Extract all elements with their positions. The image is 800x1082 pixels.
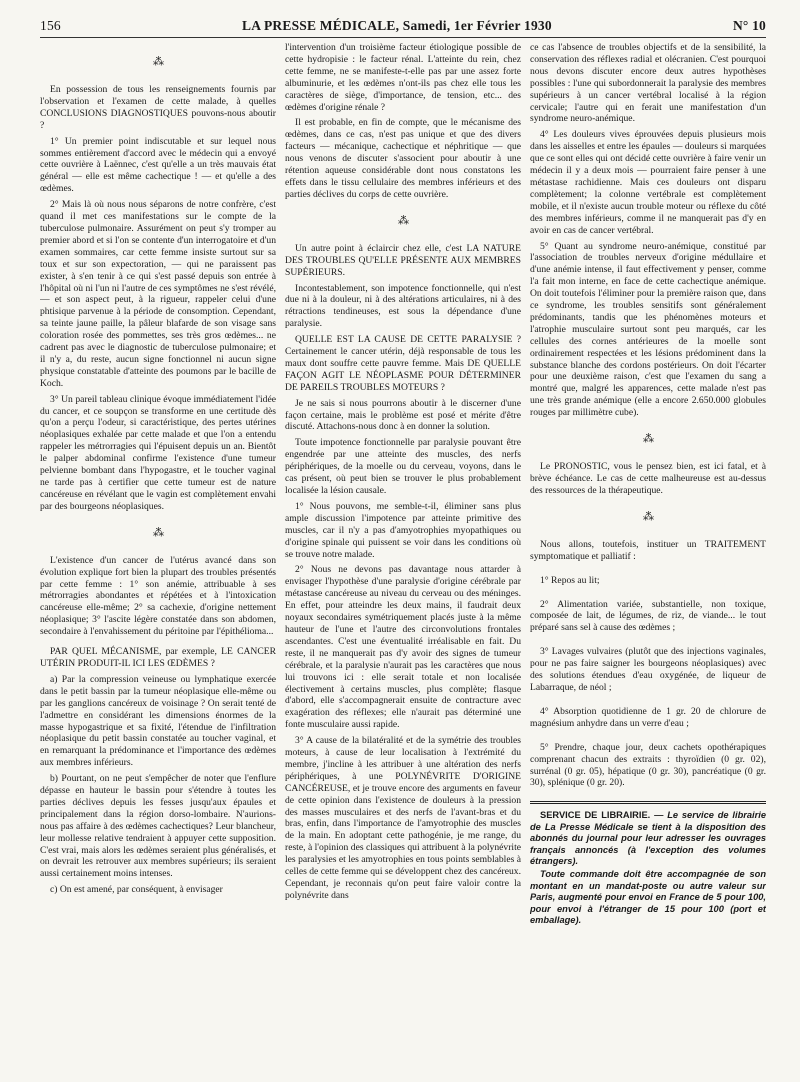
column-1 <box>40 42 276 1082</box>
paragraph: 2° Mais là où nous nous séparons de notre confrère, c'est quand il met ces manifestations sur le compte de la tuberculose pulmonaire. Assurément on peut s'y tromper au premier abord et si l'on se contente d'un interrogatoire et d'un examen sommaires, car cette femme insiste surtout sur sa toux et sur son expectoration, — qui ne paraissent pas exister, à s'en tenir à ce qui s'est passé depuis son entrée à l'hôpital où ni l'un ni l'autre de ces symptômes ne s'est révélé, — et son aspect peut, à la rigueur, rappeler celui d'une phtisique parvenue à la période de consomption. Cependant, sa teinte jaune paille, la pâleur blafarde de son visage sans coloration rosée des pommettes, ses très gros œdèmes... ne cadrent pas avec le diagnostic de tuberculose pulmonaire; et il n'y a, du reste, aucun signe fonctionnel ni aucun signe physique constatable d'atteinte des poumons par le bacille de Koch. <box>40 199 276 389</box>
paragraph: Toute impotence fonctionnelle par paralysie pouvant être engendrée par une atteinte des muscles, des nerfs périphériques, de la moelle ou du cerveau, voyons, dans le cas présent, où peut bien se trouver le plus probablement localisée la lésion causale. <box>285 437 521 496</box>
paragraph: ce cas l'absence de troubles objectifs et de la sensibilité, la conservation des réflexes radial et olécranien. C'est pourquoi nous devons discuter encore deux autres hypothèses possibles : l'une qui subordonnerait la paralysie des membres supérieurs à un cancer vertébral localisé à la région cervicale; l'autre qui en ferait une manifestation d'un syndrome neuro-anémique. <box>530 42 766 125</box>
library-service-notice <box>530 810 766 926</box>
paragraph: a) Par la compression veineuse ou lymphatique exercée dans le petit bassin par la tumeur néoplasique elle-même ou par les ganglions cancéreux de voisinage ? On serait tenté de l'admettre en considérant les dimensions énormes de la masse hypogastrique et sa fixité, l'étendue de l'infiltration néoplasique du petit bassin constatée au toucher vaginal, et en remarquant la prédominance et l'importance des œdèmes aux membres inférieurs. <box>40 673 276 769</box>
paragraph: Un autre point à éclaircir chez elle, c'est LA NATURE DES TROUBLES QU'ELLE PRÉSENTE AUX MEMBRES SUPÉRIEURS. <box>285 242 521 278</box>
column-3 <box>530 42 766 1082</box>
paragraph: 4° Les douleurs vives éprouvées depuis plusieurs mois dans les aisselles et entre les épaules — douleurs si marquées que ce sont elles qui ont décidé cette ouvrière à faire venir un médecin il y a deux mois — pourraient faire penser à une métastase rachidienne. Mais ces douleurs ont disparu complètement; la colonne vertébrale est complètement mobile, et il n'existe aucun trouble moteur ou réflexe du côté des membres inférieurs, comme il ne manquerait pas d'y en avoir en cas de cancer vertébral. <box>530 129 766 236</box>
section-separator: ⁂ <box>153 526 163 539</box>
notice-heading: SERVICE DE LIBRAIRIE. <box>540 810 651 821</box>
paragraph: Le PRONOSTIC, vous le pensez bien, est ici fatal, et à brève échéance. Le cas de cette malheureuse est au-dessus des ressources de la thérapeutique. <box>530 461 766 496</box>
list-item: 1° Repos au lit; <box>540 574 600 586</box>
paragraph: Je ne sais si nous pourrons aboutir à le discerner d'une façon certaine, mais le problème est posé et mérite d'être discuté. Attachons-nous donc à en donner la solution. <box>285 397 521 433</box>
list-item: 4° Absorption quotidienne de 1 gr. 20 de chlorure de magnésium anhydre dans un verre d'eau ; <box>530 705 766 729</box>
paragraph: PAR QUEL MÉCANISME, par exemple, LE CANCER UTÉRIN PRODUIT-IL ICI LES ŒDÈMES ? <box>40 646 276 669</box>
paragraph: 1° Nous pouvons, me semble-t-il, éliminer sans plus ample discussion l'impotence par atteinte primitive des muscles, car il n'y a pas d'amyotrophies myopathiques ou d'origine spinale qui puissent se voir dans les conditions où se trouve notre malade. <box>285 500 521 560</box>
divider <box>530 803 766 804</box>
paragraph: 3° A cause de la bilatéralité et de la symétrie des troubles moteurs, à cause de leur localisation à l'extrémité du membre, j'incline à les attribuer à une altération des nerfs périphériques, à une POLYNÉVRITE D'ORIGINE CANCÉREUSE, et je trouve encore des arguments en faveur de cette opinion dans l'existence de douleurs à la pression des masses musculaires et des nerfs de l'avant-bras et du bras, enfin, dans l'importance de l'amyotrophie des muscles de la main. En adoptant cette pathogénie, je me range, du reste, à l'opinion des classiques qui attribuent à la polynévrite les paralysies et les amyotrophies en tous points semblables à celles de cette femme qui se développent chez des cancéreux. Cependant, je reconnais qu'on peut faire valoir contre la polynévrite dans <box>285 735 521 901</box>
paragraph: En possession de tous les renseignements fournis par l'observation et l'examen de cette malade, à quelles CONCLUSIONS DIAGNOSTIQUES pouvons-nous aboutir ? <box>40 84 276 131</box>
paragraph: 1° Un premier point indiscutable et sur lequel nous sommes entièrement d'accord avec le médecin qui a envoyé cette ouvrière à Laënnec, c'est qu'elle a un très mauvais état général — elle est même cachectique ! — et qu'elle a des œdèmes. <box>40 135 276 195</box>
page-number: 156 <box>40 18 61 33</box>
column-2 <box>285 42 521 1082</box>
paragraph: Incontestablement, son impotence fonctionnelle, qui n'est due ni à la douleur, ni à des altérations articulaires, ni à des rétractions tendineuses, est sous la dépendance d'une paralysie. <box>285 282 521 330</box>
article-columns <box>40 42 766 1082</box>
paragraph: c) On est amené, par conséquent, à envisager <box>50 884 223 896</box>
section-separator: ⁂ <box>643 510 653 523</box>
list-item: 3° Lavages vulvaires (plutôt que des injections vaginales, pour ne pas faire saigner les bourgeons néoplasiques) avec des solutions étendues d'eau oxygénée, de liqueur de Labarraque, de néol ; <box>530 646 766 693</box>
notice-text: Toute commande doit être accompagnée de son montant en un mandat-poste ou autre valeur sur Paris, augmenté pour envoi en France de 5 pour 100, pour envoi à l'étranger de 15 pour 100 (port et emballage). <box>530 869 766 925</box>
notice-text: — Le service de librairie de La Presse Médicale se tient à la disposition des abonnés du journal pour leur adresser les ouvrages français annoncés (à l'exception des volumes étrangers). <box>530 810 766 866</box>
paragraph: L'existence d'un cancer de l'utérus avancé dans son évolution explique fort bien la plupart des troubles présentés par cette femme : 1° son anémie, attribuable à ses métrorragies abondantes et répétées et à l'intoxication cancéreuse elle-même; 2° sa cachexie, d'origine nettement néoplasique; 3° l'ascite légère constatée dans son abdomen, secondaire à l'envahissement du péritoine par l'épithélioma... <box>40 554 276 638</box>
list-item: 5° Prendre, chaque jour, deux cachets opothérapiques comprenant chacun des extraits : thyroïdien (0 gr. 02), surrénal (0 gr. 05), hépatique (0 gr. 30), pancréatique (0 gr. 30), splénique (0 gr. 20). <box>530 741 766 789</box>
page-header <box>40 18 766 38</box>
issue-number: N° 10 <box>732 18 766 33</box>
paragraph: Nous allons, toutefois, instituer un TRAITEMENT symptomatique et palliatif : <box>530 538 766 562</box>
paragraph: 2° Nous ne devons pas davantage nous attarder à envisager l'hypothèse d'une paralysie d'origine cérébrale par métastase cancéreuse au niveau du cerveau ou des méninges. En effet, pour atteindre les deux mains, il faudrait deux noyaux secondaires symétriquement placés juste à la même hauteur de l'une et l'autre des circonvolutions frontales ascendantes. C'est une éventualité irréalisable en fait. Du reste, il ne manquerait pas d'y avoir des signes de tumeur cérébrale, et la paralysie n'aurait pas les caractères que nous lui trouvons ici : elle serait totale et non localisée électivement à certains muscles, plus complète; flasque d'abord, elle s'accompagnerait ensuite de contracture avec exagération des réflexes; elle n'aurait pas déterminé une fonte musculaire aussi rapide. <box>285 564 521 731</box>
paragraph: l'intervention d'un troisième facteur étiologique possible de cette hydropisie : le facteur rénal. L'atteinte du rein, chez cette femme, ne se manifeste-t-elle pas par une assez forte albuminurie, et les œdèmes n'ont-ils pas chez elle tous les caractères de siège, d'importance, de tension, etc... des œdèmes d'origine rénale ? <box>285 42 521 113</box>
paragraph: b) Pourtant, on ne peut s'empêcher de noter que l'enflure dépasse en hauteur le bassin pour s'étendre à toutes les parties déclives depuis les fesses jusqu'aux épaules et principalement dans la région dorso-lombaire. N'aurions-nous pas affaire à des œdèmes cachectiques? Leur blancheur, leur mollesse relative tendraient à appuyer cette supposition. C'est vrai, mais alors les œdèmes seraient plus généralisés, et on devrait les retrouver aux membres supérieurs; ils seraient aussi certainement moins intenses. <box>40 773 276 880</box>
treatment-list <box>530 539 766 790</box>
divider <box>530 801 766 802</box>
paragraph: QUELLE EST LA CAUSE DE CETTE PARALYSIE ? Certainement le cancer utérin, déjà responsable de tous les maux dont souffre cette pauvre femme. Mais DE QUELLE FAÇON AGIT LE NÉOPLASME POUR DÉTERMINER DE PAREILS TROUBLES MOTEURS ? <box>285 334 521 393</box>
section-separator: ⁂ <box>398 214 408 227</box>
section-separator: ⁂ <box>643 433 653 446</box>
paragraph: Il est probable, en fin de compte, que le mécanisme des œdèmes, dans ce cas, n'est pas unique et que des divers facteurs — mécanique, cachectique et néphritique — que nous venons de discuter s'associent pour aboutir à une rétention aqueuse considérable dont nous constatons les effets dans le tissu cellulaire des membres inférieurs et des parties déclives du corps de cette ouvrière. <box>285 117 521 200</box>
paragraph: 5° Quant au syndrome neuro-anémique, constitué par l'association de troubles nerveux d'origine médullaire et d'une anémie intense, il faut effectivement y penser, comme l'a fait mon interne, en face de cette cachectique anémique. On doit toutefois l'éliminer pour la première raison que, dans ce syndrome, les troubles sensitifs sont généralement prédominants, tandis que les phénomènes moteurs et l'atrophie musculaire surtout sont peu marqués, car les cellules des cornes antérieures de la moelle sont ordinairement respectées et les lésions prédominent dans la substance blanche des cordons postérieurs. On doit l'écarter pour une deuxième raison, c'est que l'examen du sang a montré que, malgré les apparences, cette malade n'est pas une très grande anémique (elle a encore 2.650.000 globules rouges par millimètre cube). <box>530 240 766 419</box>
section-separator: ⁂ <box>153 56 163 68</box>
list-item: 2° Alimentation variée, substantielle, non toxique, composée de lait, de légumes, de riz, de viande... le tout préparé sans sel à cause des œdèmes ; <box>530 598 766 634</box>
paragraph: 3° Un pareil tableau clinique évoque immédiatement l'idée du cancer, et ce soupçon se transforme en une certitude dès qu'on a perçu l'odeur, si caractéristique, des pertes utérines néoplasiques exhalée par cette malade et que l'on a entendu rappeler les métrorragies qui l'épuisent depuis un an. Bientôt le palper abdominal confirme l'existence d'une tumeur pelvienne bombant dans l'hypogastre, et le toucher vaginal ne tarde pas à certifier que cette tumeur est de nature cancéreuse en révélant que le vagin est complètement envahi par des bourgeons néoplasiques. <box>40 393 276 512</box>
publication-title: LA PRESSE MÉDICALE, Samedi, 1er Février 1930 <box>242 18 552 33</box>
